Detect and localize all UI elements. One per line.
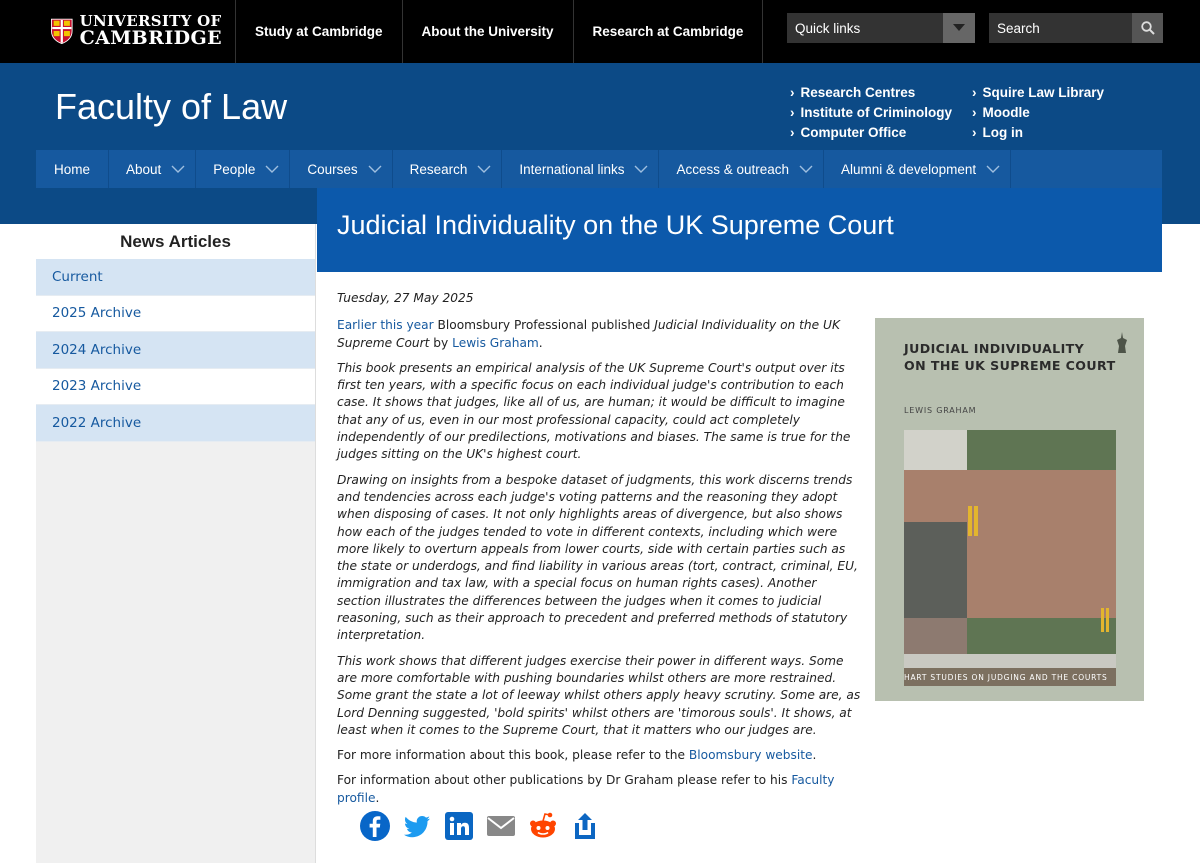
header-links-col2 — [972, 83, 1104, 143]
cover-block-tan-left — [904, 470, 967, 522]
chevron-down-icon[interactable] — [161, 150, 195, 188]
chevron-down-icon[interactable] — [255, 150, 289, 188]
nav-about[interactable] — [109, 150, 196, 188]
logo-text — [80, 14, 222, 48]
chevron-down-icon[interactable] — [358, 150, 392, 188]
publisher-mark-icon — [1116, 332, 1128, 354]
cover-title-line1: JUDICIAL INDIVIDUALITY — [904, 341, 1085, 356]
cover-series: HART STUDIES ON JUDGING AND THE COURTS — [904, 673, 1108, 682]
email-icon[interactable] — [485, 810, 517, 842]
nav-international[interactable] — [502, 150, 659, 188]
article-title: Judicial Individuality on the UK Supreme Court — [337, 210, 894, 240]
chevron-down-icon[interactable] — [943, 13, 975, 43]
top-bar — [0, 0, 1200, 63]
article-more-info — [337, 747, 861, 764]
header-link-research-centres[interactable]: › Research Centres — [790, 83, 952, 103]
search-box — [989, 13, 1163, 43]
cover-block-lightgrey — [904, 430, 967, 470]
more1-text: For more information about this book, please refer to the — [337, 748, 689, 763]
header-link-squire-library[interactable]: › Squire Law Library — [972, 83, 1104, 103]
intro-end: . — [538, 335, 543, 350]
search-icon — [1141, 21, 1155, 35]
article-paragraph-1: This book presents an empirical analysis of the UK Supreme Court's output over its first ten years, with a specific focus on each individual judge's contribution to each case. It shows that judges, like all of us, are human; it would be difficult to imagine that any of us, even in our most professional capacity, could act completely independently of our predilections, motivations and biases. The same is true for the judges sitting on the UK's highest court. — [337, 360, 851, 462]
nav-alumni[interactable] — [824, 150, 1011, 188]
nav-research-label: Research — [409, 161, 468, 177]
chevron-down-icon[interactable] — [624, 150, 658, 188]
intro-text2: by — [429, 335, 453, 350]
nav-access-outreach[interactable] — [659, 150, 824, 188]
cover-accent-gold-2 — [974, 506, 978, 536]
bloomsbury-link[interactable]: Bloomsbury website — [688, 748, 813, 763]
header-link-criminology[interactable]: › Institute of Criminology — [790, 103, 952, 123]
twitter-icon[interactable] — [401, 810, 433, 842]
sidebar-item-2023-archive[interactable]: 2023 Archive — [36, 369, 315, 406]
share-icon[interactable] — [569, 810, 601, 842]
share-bar — [359, 810, 601, 842]
nav-people-label: People — [213, 161, 256, 177]
cover-accent-gold-1 — [968, 506, 972, 536]
facebook-icon[interactable] — [359, 810, 391, 842]
cover-block-tan-main — [967, 470, 1116, 618]
nav-people[interactable] — [196, 150, 290, 188]
article-intro — [337, 317, 861, 352]
author-link[interactable]: Lewis Graham — [452, 335, 539, 350]
chevron-down-icon[interactable] — [789, 150, 823, 188]
top-nav — [235, 0, 763, 63]
logo-line2: CAMBRIDGE — [79, 27, 222, 49]
header-links-col1 — [790, 83, 952, 143]
nav-access-label: Access & outreach — [676, 161, 790, 177]
crest-icon — [50, 13, 74, 49]
nav-courses[interactable] — [290, 150, 392, 188]
quick-links-select[interactable] — [787, 13, 975, 43]
topnav-research[interactable]: Research at Cambridge — [573, 0, 764, 63]
topnav-about-university[interactable]: About the University — [402, 0, 573, 63]
more2-end: . — [375, 790, 380, 805]
cover-block-green-bottom — [967, 618, 1116, 654]
sidebar — [36, 224, 316, 863]
search-input[interactable] — [989, 21, 1129, 36]
header-link-login[interactable]: › Log in — [972, 123, 1104, 143]
cover-block-grey — [904, 522, 967, 618]
search-button[interactable] — [1132, 13, 1163, 43]
header-link-moodle[interactable]: › Moodle — [972, 103, 1104, 123]
article-title-band — [317, 188, 1162, 272]
nav-home[interactable] — [36, 150, 109, 188]
cover-title — [904, 340, 1116, 374]
more1-end: . — [812, 748, 817, 763]
cover-accent-gold-4 — [1106, 608, 1109, 632]
quick-links-label: Quick links — [795, 20, 861, 36]
nav-about-label: About — [126, 161, 162, 177]
header-link-computer-office[interactable]: › Computer Office — [790, 123, 952, 143]
chevron-down-icon[interactable] — [467, 150, 501, 188]
cover-block-taupe — [904, 618, 967, 654]
linkedin-icon[interactable] — [443, 810, 475, 842]
intro-book-title: Judicial Individuality on the UK Supreme Court — [337, 318, 840, 350]
logo-line1: UNIVERSITY OF — [79, 12, 222, 30]
article-other-pubs — [337, 772, 861, 807]
reddit-icon[interactable] — [527, 810, 559, 842]
cover-title-line2: ON THE UK SUPREME COURT — [904, 358, 1116, 373]
sidebar-item-2024-archive[interactable]: 2024 Archive — [36, 332, 315, 369]
cover-accent-gold-3 — [1101, 608, 1104, 632]
chevron-down-icon[interactable] — [976, 150, 1010, 188]
intro-link[interactable]: Earlier this year — [337, 318, 434, 333]
article-body — [337, 290, 861, 815]
nav-home-label: Home — [54, 161, 91, 177]
book-cover — [875, 318, 1144, 701]
university-logo[interactable] — [50, 12, 222, 50]
nav-research[interactable] — [393, 150, 503, 188]
faculty-profile-link[interactable]: Faculty profile — [337, 773, 835, 805]
sidebar-item-2022-archive[interactable]: 2022 Archive — [36, 405, 315, 442]
main-nav — [36, 150, 1162, 188]
sidebar-title: News Articles — [36, 224, 315, 259]
nav-international-label: International links — [519, 161, 625, 177]
sidebar-item-current[interactable]: Current — [36, 259, 315, 296]
cover-author: LEWIS GRAHAM — [904, 406, 977, 415]
nav-alumni-label: Alumni & development — [841, 161, 977, 177]
topnav-study[interactable]: Study at Cambridge — [235, 0, 402, 63]
sidebar-item-2025-archive[interactable]: 2025 Archive — [36, 296, 315, 333]
article-date: Tuesday, 27 May 2025 — [337, 291, 474, 305]
article-paragraph-3: This work shows that different judges exercise their power in different ways. Some are more comfortable with pushing boundaries whilst others are more restrained. Some grant the state a lot of leeway whilst others apply heavy scrutiny. Some are, as Lord Denning suggested, 'bold spirits' whilst others are 'timorous souls'. It shows, at least when it comes to the Supreme Court, that it matters who our judges are. — [337, 653, 861, 737]
site-title[interactable]: Faculty of Law — [55, 86, 288, 127]
intro-text1: Bloomsbury Professional published — [433, 318, 655, 333]
more2-text: For information about other publications by Dr Graham please refer to his — [337, 773, 792, 788]
article-paragraph-2: Drawing on insights from a bespoke dataset of judgments, this work discerns trends and tendencies across each judge's voting patterns and the reasoning they adopt when disposing of cases. It not only highlights areas of divergence, but also shows how each of the judges tended to vote in different contexts, including which were more likely to overturn appeals from lower courts, side with certain parties such as the state or underdogs, and find liability in various areas (tort, contract, criminal, EU, immigration and tax law, with a special focus on human rights cases). Another section illustrates the differences between the judges when it comes to judicial reasoning, such as their approach to precedent and preferred methods of statutory interpretation. — [337, 472, 858, 643]
cover-block-grey-strip — [904, 654, 1116, 668]
cover-block-green-top — [967, 430, 1116, 470]
nav-courses-label: Courses — [307, 161, 358, 177]
